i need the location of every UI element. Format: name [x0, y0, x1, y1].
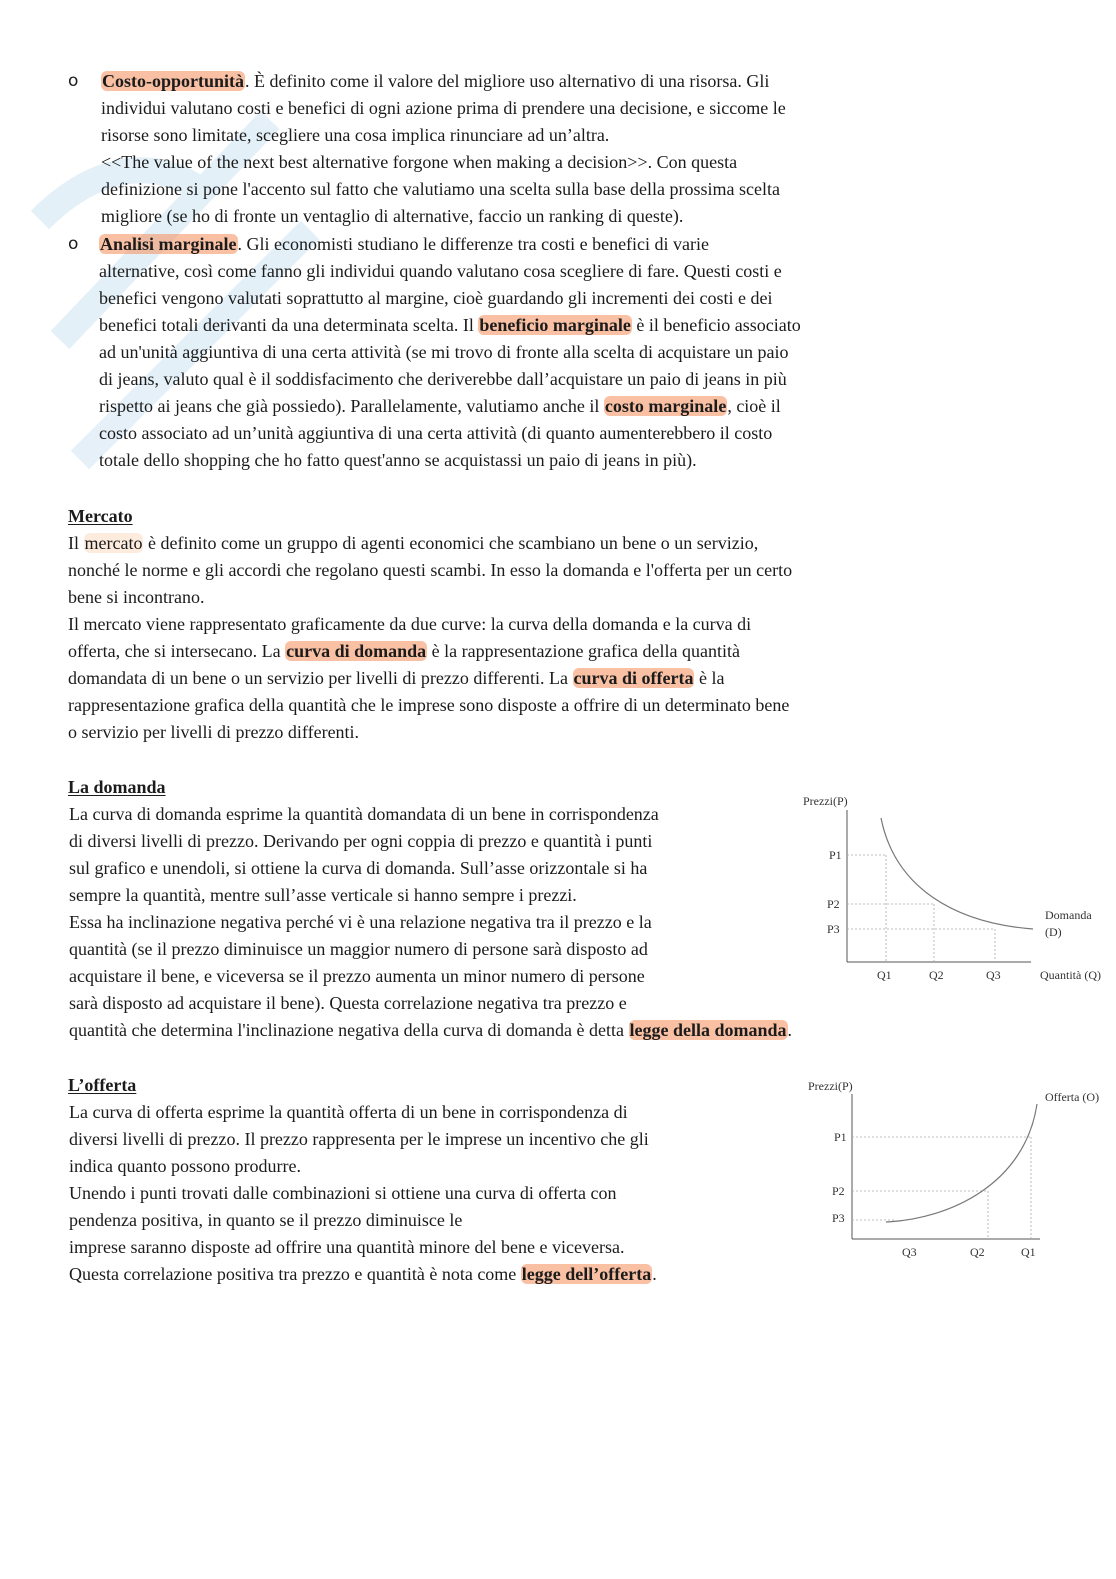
- curva-di-domanda-term: curva di domanda: [286, 641, 427, 661]
- demand-x-label: Quantità (Q): [1040, 968, 1101, 982]
- demand-legend-line1: Domanda: [1045, 908, 1092, 922]
- demand-x-tick-q1: Q1: [877, 968, 892, 982]
- supply-chart: [800, 1074, 1112, 1264]
- costo-marginale-term: costo marginale: [604, 396, 727, 416]
- list-bullet: o: [68, 234, 79, 254]
- beneficio-marginale-term: beneficio marginale: [479, 315, 631, 335]
- costo-opportunita-paragraph: Costo-opportunità. È definito come il valore del migliore uso alternativo di una risorsa. Gli individui valutano costi e benefici di ogni azione prima di prendere una decisione, e siccome le risorse sono limitate, scegliere una cosa implica rinunciare ad un’altra. <<The value of the next best alternative forgone when making a decision>>. Con questa definizione si pone l'accento sul fatto che valutiamo una scelta sulla base della prossima scelta migliore (se ho di fronte un ventaglio di alternative, faccio un ranking di queste).: [101, 71, 786, 226]
- legge-della-domanda-term: legge della domanda: [629, 1020, 787, 1040]
- demand-y-tick-p2: P2: [827, 897, 840, 911]
- list-bullet: o: [68, 71, 79, 91]
- mercato-term: mercato: [84, 533, 143, 553]
- demand-y-tick-p1: P1: [829, 848, 842, 862]
- supply-y-label: Prezzi(P): [808, 1079, 853, 1093]
- supply-y-tick-p3: P3: [832, 1211, 845, 1225]
- curva-di-offerta-term: curva di offerta: [573, 668, 694, 688]
- demand-legend-line2: (D): [1045, 925, 1062, 939]
- legge-dell-offerta-term: legge dell’offerta: [521, 1264, 652, 1284]
- offerta-heading: L’offerta: [68, 1075, 137, 1095]
- demand-y-tick-p3: P3: [827, 922, 840, 936]
- supply-legend: Offerta (O): [1045, 1090, 1100, 1104]
- analisi-marginale-term: Analisi marginale: [100, 234, 237, 254]
- supply-x-tick-q2: Q2: [970, 1245, 985, 1259]
- demand-chart: [795, 788, 1111, 988]
- costo-opportunita-term: Costo-opportunità: [102, 71, 245, 91]
- demand-x-tick-q3: Q3: [986, 968, 1001, 982]
- supply-y-tick-p1: P1: [834, 1130, 847, 1144]
- offerta-paragraph: La curva di offerta esprime la quantità offerta di un bene in corrispondenza di diversi livelli di prezzo. Il prezzo rappresenta per le imprese un incentivo che gli indica quanto possono produrre. Unendo i punti trovati dalle combinazioni si ottiene una curva di offerta con pendenza positiva, in quanto se il prezzo diminuisce le imprese saranno disposte ad offrire una quantità minore del bene e viceversa. Questa correlazione positiva tra prezzo e quantità è nota come legge dell’offerta.: [69, 1102, 657, 1284]
- supply-y-tick-p2: P2: [832, 1184, 845, 1198]
- mercato-heading: Mercato: [68, 506, 133, 526]
- domanda-heading: La domanda: [68, 777, 166, 797]
- demand-y-label: Prezzi(P): [803, 794, 848, 808]
- supply-x-tick-q3: Q3: [902, 1245, 917, 1259]
- demand-x-tick-q2: Q2: [929, 968, 944, 982]
- analisi-marginale-paragraph: Analisi marginale. Gli economisti studiano le differenze tra costi e benefici di varie alternative, così come fanno gli individui quando valutano cosa scegliere di fare. Questi costi e benefici vengono valutati soprattutto al margine, cioè guardando gli incrementi dei costi e dei benefici totali derivanti da una determinata scelta. Il beneficio marginale è il beneficio associato ad un'unità aggiuntiva di una certa attività (se mi trovo di fronte alla scelta di acquistare un paio di jeans, valuto qual è il soddisfacimento che deriverebbe dall’acquistare un paio di jeans in più rispetto ai jeans che già possiedo). Parallelamente, valutiamo anche il costo marginale, cioè il costo associato ad un’unità aggiuntiva di una certa attività (di quanto aumenterebbero il costo totale dello shopping che ho fatto quest'anno se acquistassi un paio di jeans in più).: [99, 234, 801, 470]
- supply-x-tick-q1: Q1: [1021, 1245, 1036, 1259]
- supply-curve: [886, 1104, 1037, 1222]
- demand-curve: [881, 818, 1033, 929]
- mercato-paragraph: Il mercato è definito come un gruppo di agenti economici che scambiano un bene o un servizio, nonché le norme e gli accordi che regolano questi scambi. In esso la domanda e l'offerta per un certo bene si incontrano. Il mercato viene rappresentato graficamente da due curve: la curva della domanda e la curva di offerta, che si intersecano. La curva di domanda è la rappresentazione grafica della quantità domandata di un bene o un servizio per livelli di prezzo differenti. La curva di offerta è la rappresentazione grafica della quantità che le imprese sono disposte a offrire di un determinato bene o servizio per livelli di prezzo differenti.: [68, 533, 793, 742]
- domanda-paragraph: La curva di domanda esprime la quantità domandata di un bene in corrispondenza di diversi livelli di prezzo. Derivando per ogni coppia di prezzo e quantità i punti sul grafico e unendoli, si ottiene la curva di domanda. Sull’asse orizzontale si ha sempre la quantità, mentre sull’asse verticale si hanno sempre i prezzi. Essa ha inclinazione negativa perché vi è una relazione negativa tra il prezzo e la quantità (se il prezzo diminuisce un maggior numero di persone sarà disposto ad acquistare il bene, e viceversa se il prezzo aumenta un minor numero di persone sarà disposto ad acquistare il bene). Questa correlazione negativa tra prezzo e quantità che determina l'inclinazione negativa della curva di domanda è detta legge della domanda.: [69, 804, 793, 1040]
